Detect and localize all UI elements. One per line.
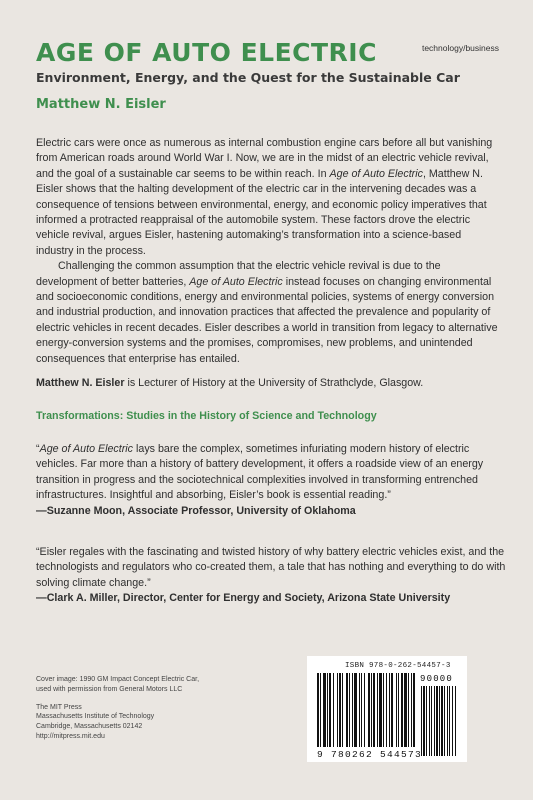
author-bio-name: Matthew N. Eisler xyxy=(36,377,125,389)
barcode-bar xyxy=(396,673,397,747)
barcode-bar xyxy=(354,673,357,747)
book-title-italic: Age of Auto Electric xyxy=(329,167,423,180)
barcode-addon-bar xyxy=(452,686,453,756)
barcode-bar xyxy=(377,673,378,747)
barcode-bar xyxy=(327,673,328,747)
barcode-bar xyxy=(413,673,415,747)
barcode-bar xyxy=(342,673,343,747)
barcode-bar xyxy=(364,673,365,747)
barcode-bar xyxy=(323,673,326,747)
quote-attribution: —Suzanne Moon, Associate Professor, University of Oklahoma xyxy=(36,504,356,517)
cover-credits: Cover image: 1990 GM Impact Concept Electric Car, used with permission from General Motors LLC The MIT Press Massachusetts Institute of Technology Cambridge, Massachusetts 02142 http://mitpress.mit.edu xyxy=(36,676,200,740)
barcode-bar xyxy=(329,673,331,747)
blurb-quote-2: “Eisler regales with the fascinating and twisted history of why battery electric vehicles exist, and the technologists and regulators who co-created them, a tale that has nothing and everything to do with solving climate change.” —Clark A. Miller, Director, Center for Energy and Society, Arizona State University xyxy=(36,546,506,605)
barcode-bar xyxy=(346,673,348,747)
description-paragraph-1: Electric cars were once as numerous as internal combustion engine cars before all but vanishing from American roads around World War I. Now, we are in the midst of an electric vehicle revival, and the goal of a sustainable car seems to be within reach. In Age of Auto Electric, Matthew N. Eisler shows that the halting development of the electric car in the intervening decades was a consequence of tensions between environmental, energy, and economic policy imperatives that informed a protracted reappraisal of the automobile system. These factors drove the electric vehicle revival, argues Eisler, hastening automaking’s transformation into a science-based industry in the process. xyxy=(36,137,493,257)
barcode-bar xyxy=(386,673,387,747)
publisher-name: The MIT Press xyxy=(36,703,82,711)
barcode-addon-bar xyxy=(441,686,443,756)
author-name: Matthew N. Eisler xyxy=(36,97,166,112)
barcode-addon-bar xyxy=(434,686,435,756)
barcode-addon-bar xyxy=(447,686,448,756)
barcode-addon-bar xyxy=(429,686,430,756)
barcode-bar xyxy=(408,673,409,747)
barcode-bar xyxy=(333,673,334,747)
barcode-bar xyxy=(391,673,393,747)
author-bio: Matthew N. Eisler is Lecturer of History at the University of Strathclyde, Glasgow. xyxy=(36,377,424,389)
barcode-bar xyxy=(339,673,341,747)
barcode-bar xyxy=(404,673,407,747)
barcode-addon-bar xyxy=(426,686,427,756)
barcode-number: 9 780262 544573 xyxy=(317,749,423,760)
barcode-bar xyxy=(320,673,321,747)
barcode-addon-bar xyxy=(431,686,432,756)
barcode-bar xyxy=(361,673,362,747)
barcode-bar xyxy=(383,673,384,747)
barcode-bar xyxy=(359,673,360,747)
barcode-bar xyxy=(389,673,390,747)
book-title-italic: Age of Auto Electric xyxy=(189,275,283,288)
barcode-bar xyxy=(337,673,338,747)
barcode-bar xyxy=(379,673,382,747)
barcode-addon-number: 90000 xyxy=(420,674,454,684)
description-paragraph-2: Challenging the common assumption that the electric vehicle revival is due to the development of better batteries, Age of Auto Electric instead focuses on changing environmental and socioeconomic conditions, energy and environmental policies, systems of energy conversion and industrial production, and innovation practices that affected the prevalence and popularity of electric vehicles in recent decades. Eisler describes a world in transition from legacy to alternative energy-conversion systems and the promises, compromises, new problems, and unintended consequences that enterprise has entailed. xyxy=(36,260,498,365)
isbn-label: ISBN 978-0-262-54457-3 xyxy=(345,662,451,670)
book-title: AGE OF AUTO ELECTRIC xyxy=(36,38,377,67)
barcode-bar xyxy=(349,673,350,747)
barcode-addon-bar xyxy=(455,686,456,756)
blurb-quote-1: “Age of Auto Electric lays bare the complex, sometimes infuriating modern history of electric vehicles. Far more than a history of battery development, it offers a roadside view of an energy transition in progress and the sociotechnical complexities involved in transforming entrenched infrastructures. Insightful and absorbing, Eisler’s book is essential reading.” —Suzanne Moon, Associate Professor, University of Oklahoma xyxy=(36,443,484,517)
isbn-barcode xyxy=(307,656,467,762)
category-label: technology/business xyxy=(421,43,499,53)
barcode-bar xyxy=(352,673,353,747)
barcode-bar xyxy=(401,673,403,747)
barcode-bar xyxy=(317,673,319,747)
barcode-bar xyxy=(373,673,375,747)
quote-attribution: —Clark A. Miller, Director, Center for Energy and Society, Arizona State University xyxy=(36,592,451,605)
series-title: Transformations: Studies in the History of Science and Technology xyxy=(36,410,377,422)
book-description xyxy=(36,136,501,367)
publisher-url: http://mitpress.mit.edu xyxy=(36,732,105,740)
barcode-addon-bar xyxy=(436,686,438,756)
barcode-bar xyxy=(398,673,399,747)
barcode-addon-bar xyxy=(423,686,425,756)
barcode-addon-bar xyxy=(444,686,445,756)
barcode-addon-bar xyxy=(449,686,450,756)
barcode-bar xyxy=(368,673,370,747)
quote-book-title: Age of Auto Electric xyxy=(39,443,134,455)
barcode-addon-bar xyxy=(421,686,422,756)
barcode-bar xyxy=(371,673,372,747)
barcode-addon-bar xyxy=(439,686,440,756)
barcode-icon xyxy=(307,656,467,762)
book-subtitle: Environment, Energy, and the Quest for the Sustainable Car xyxy=(36,70,460,85)
barcode-bar xyxy=(411,673,412,747)
